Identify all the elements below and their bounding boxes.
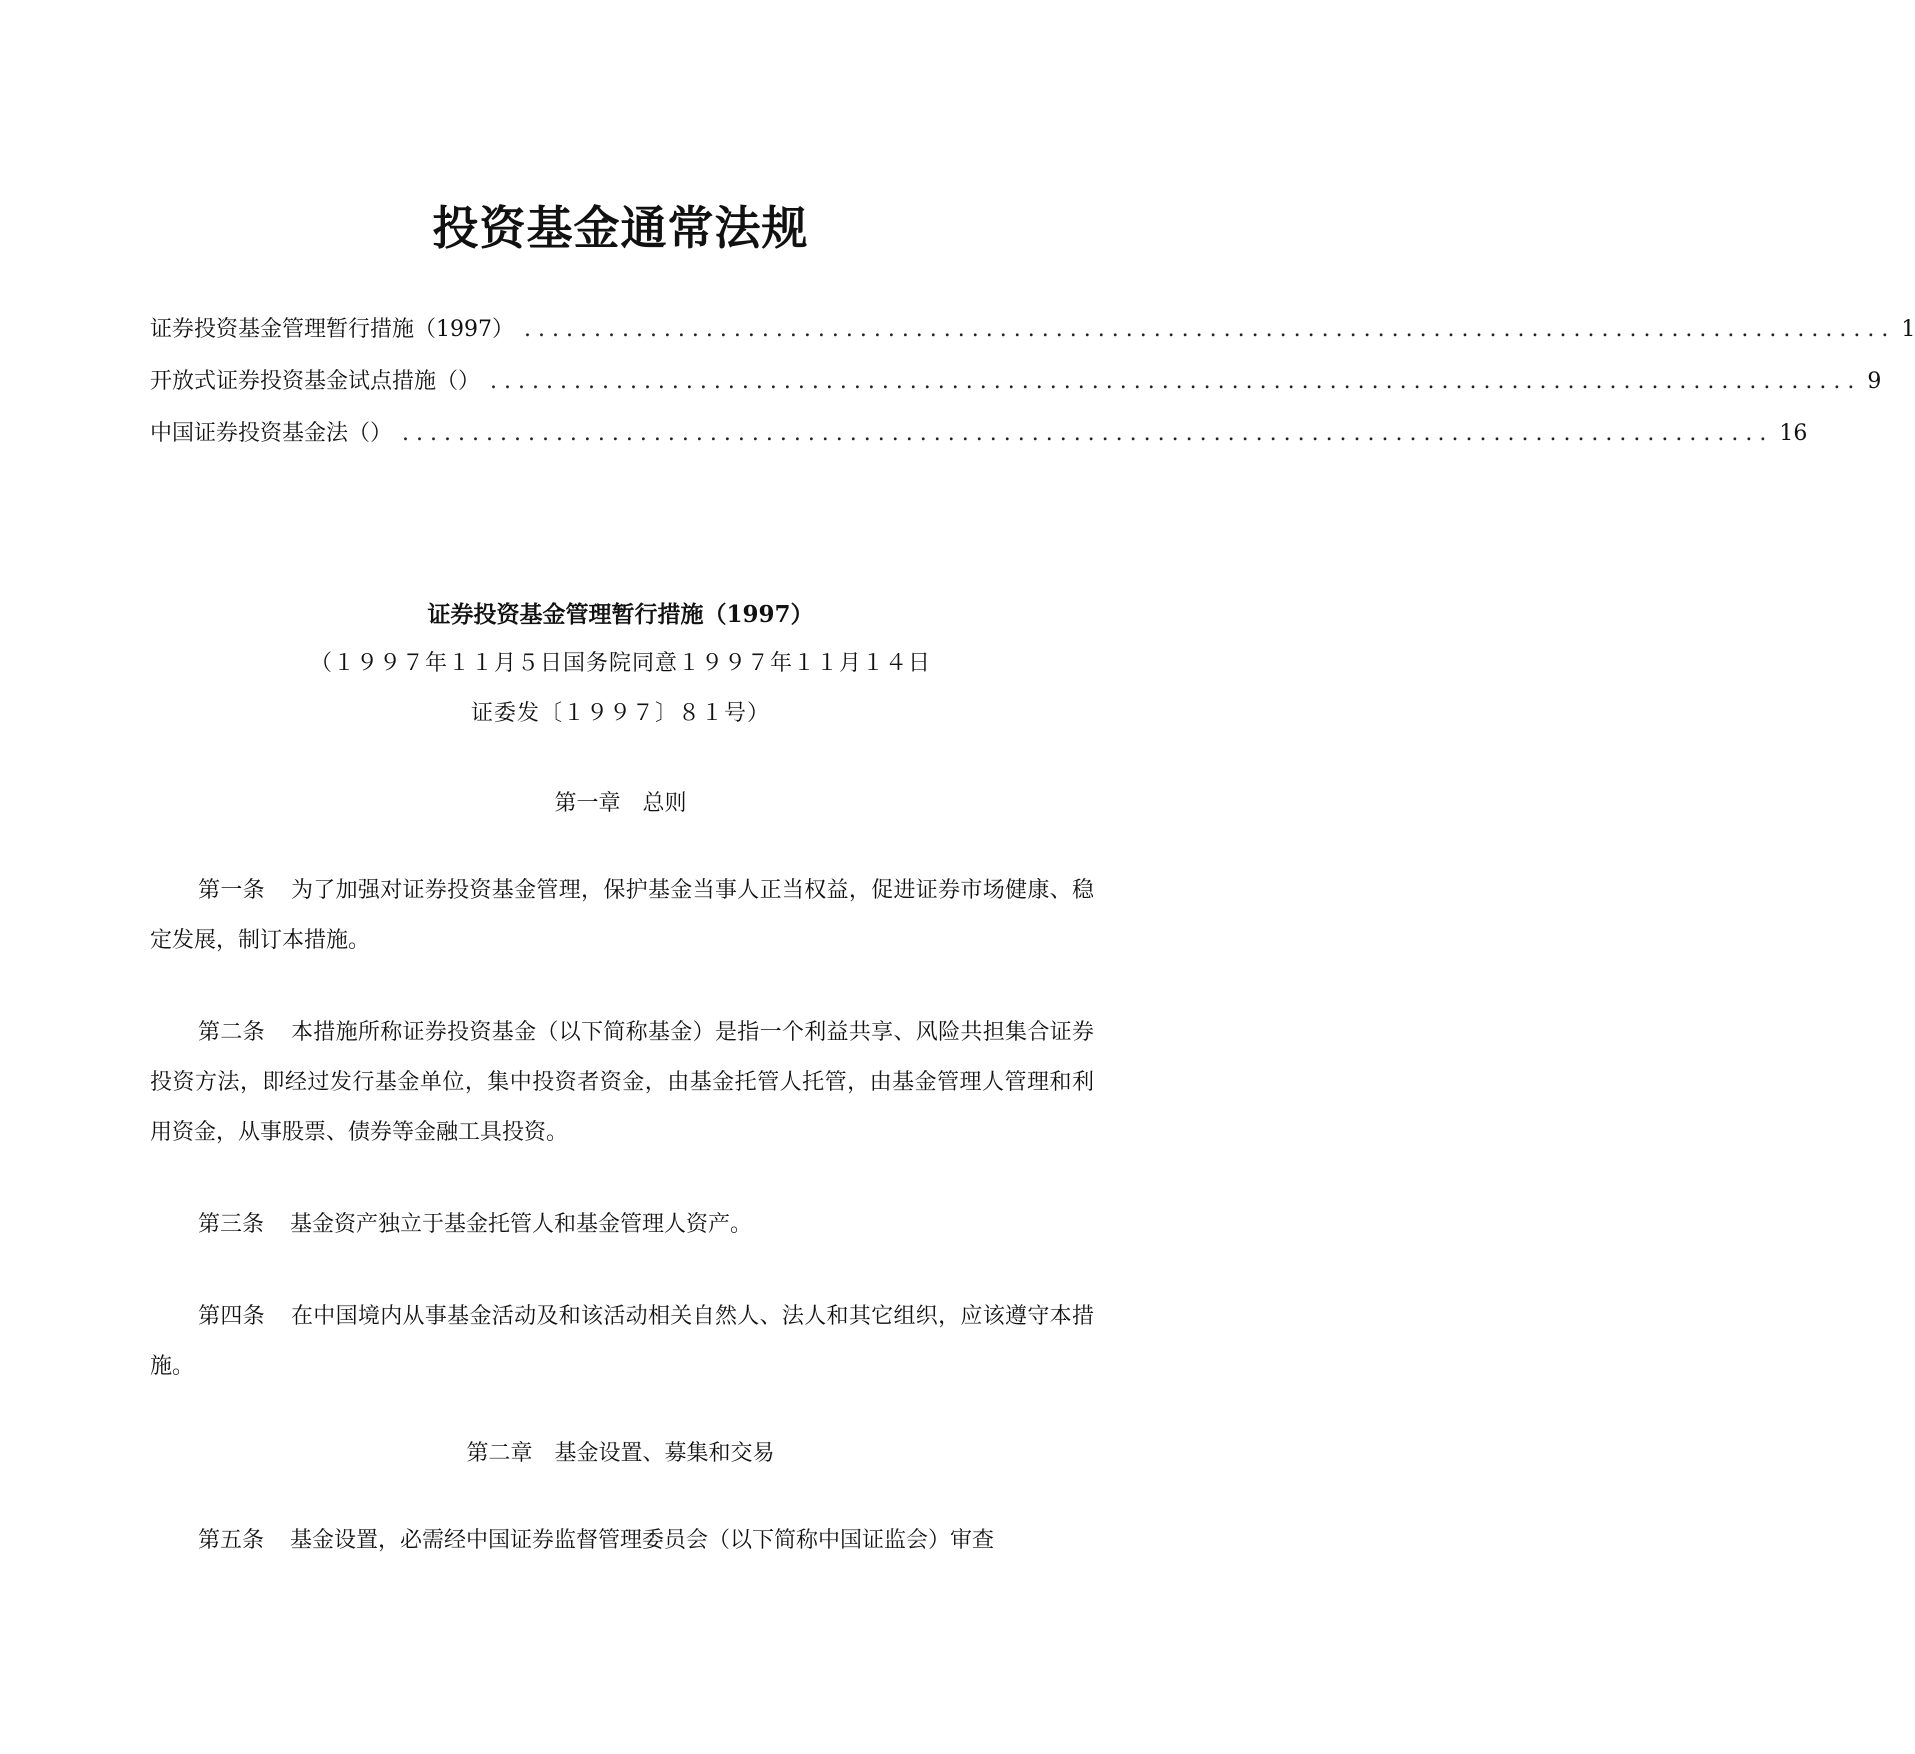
article-paragraph xyxy=(150,1516,1094,1566)
toc-leader-dots: .................................................................................................. xyxy=(402,421,1774,446)
toc-entry-label: 开放式证券投资基金试点措施（） xyxy=(150,369,481,394)
toc-entry[interactable] xyxy=(150,312,1915,364)
article-text: 在中国境内从事基金活动及和该活动相关自然人、法人和其它组织，应该遵守本措施。 xyxy=(150,1304,1094,1379)
article-number: 第三条 xyxy=(198,1212,265,1237)
article-paragraph xyxy=(150,1292,1094,1392)
article-paragraph xyxy=(150,1200,1094,1250)
article-number: 第五条 xyxy=(198,1528,265,1553)
chapter-heading: 第二章 基金设置、募集和交易 xyxy=(466,1441,775,1466)
toc-leader-dots: .................................................................................................. xyxy=(490,369,1862,394)
article-paragraph xyxy=(150,866,1094,966)
article-number: 第一条 xyxy=(198,878,265,903)
article-number: 第二条 xyxy=(198,1020,265,1045)
toc-entry-label: 证券投资基金管理暂行措施（1997） xyxy=(150,317,514,342)
toc-entry-page: 1 xyxy=(1901,317,1915,342)
page-title: 投资基金通常法规 xyxy=(432,201,809,255)
article-number: 第四条 xyxy=(198,1304,265,1329)
toc-entry-label: 中国证券投资基金法（） xyxy=(150,421,393,446)
toc-leader-dots: .................................................................................................. xyxy=(524,317,1896,342)
article-text: 基金设置，必需经中国证券监督管理委员会（以下简称中国证监会）审查 xyxy=(290,1528,995,1553)
chapter-heading: 第一章 总则 xyxy=(554,791,687,816)
table-of-contents xyxy=(150,312,1915,468)
toc-entry[interactable] xyxy=(150,416,1808,468)
toc-entry-page: 16 xyxy=(1779,421,1808,446)
document-subtitle: 证委发〔１９９７〕８１号） xyxy=(470,701,770,726)
article-text: 基金资产独立于基金托管人和基金管理人资产。 xyxy=(290,1212,753,1237)
document-subtitle: （１９９７年１１月５日国务院同意１９９７年１１月１４日 xyxy=(309,651,931,676)
article-text: 为了加强对证券投资基金管理，保护基金当事人正当权益，促进证券市场健康、稳定发展，制订本措施。 xyxy=(150,878,1094,953)
document-title: 证券投资基金管理暂行措施（1997） xyxy=(427,601,814,628)
article-paragraph xyxy=(150,1008,1094,1158)
toc-entry[interactable] xyxy=(150,364,1882,416)
article-text: 本措施所称证券投资基金（以下简称基金）是指一个利益共享、风险共担集合证券投资方法，即经过发行基金单位，集中投资者资金，由基金托管人托管，由基金管理人管理和利用资金，从事股票、债券等金融工具投资。 xyxy=(150,1020,1094,1145)
toc-entry-page: 9 xyxy=(1867,369,1882,394)
